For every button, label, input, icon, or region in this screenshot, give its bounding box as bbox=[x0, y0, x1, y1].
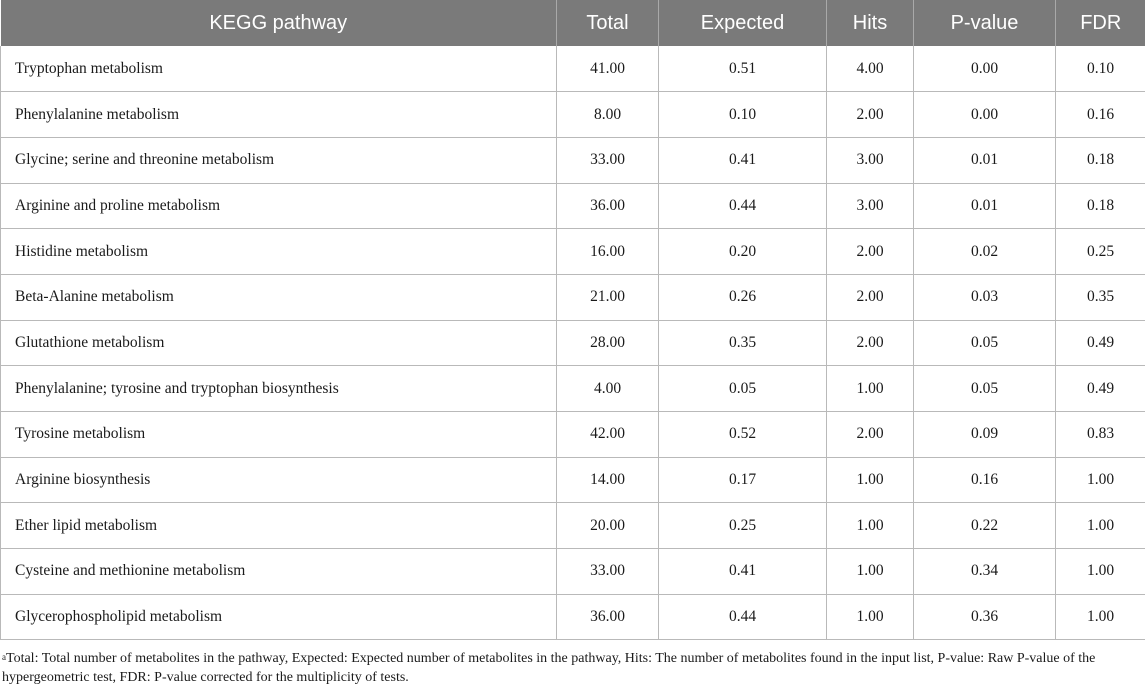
table-row bbox=[1, 457, 1145, 503]
p-value-cell: 0.02 bbox=[914, 229, 1056, 275]
expected-cell: 0.05 bbox=[659, 366, 827, 412]
pathway-cell: Arginine and proline metabolism bbox=[1, 183, 557, 229]
total-cell: 28.00 bbox=[557, 320, 659, 366]
table-row bbox=[1, 594, 1145, 640]
hits-cell: 1.00 bbox=[827, 503, 914, 549]
header-kegg-pathway: KEGG pathway bbox=[1, 0, 557, 46]
footnote-marker: a bbox=[2, 652, 6, 662]
p-value-cell: 0.01 bbox=[914, 183, 1056, 229]
table-row bbox=[1, 92, 1145, 138]
fdr-cell: 0.49 bbox=[1056, 320, 1145, 366]
p-value-cell: 0.34 bbox=[914, 549, 1056, 595]
expected-cell: 0.10 bbox=[659, 92, 827, 138]
pathway-cell: Glycine; serine and threonine metabolism bbox=[1, 137, 557, 183]
total-cell: 36.00 bbox=[557, 594, 659, 640]
p-value-cell: 0.00 bbox=[914, 46, 1056, 92]
pathway-cell: Glutathione metabolism bbox=[1, 320, 557, 366]
table-row bbox=[1, 137, 1145, 183]
table-row bbox=[1, 412, 1145, 458]
header-hits: Hits bbox=[827, 0, 914, 46]
pathway-cell: Ether lipid metabolism bbox=[1, 503, 557, 549]
fdr-cell: 0.25 bbox=[1056, 229, 1145, 275]
pathway-cell: Cysteine and methionine metabolism bbox=[1, 549, 557, 595]
expected-cell: 0.51 bbox=[659, 46, 827, 92]
table-row bbox=[1, 320, 1145, 366]
total-cell: 41.00 bbox=[557, 46, 659, 92]
expected-cell: 0.44 bbox=[659, 594, 827, 640]
pathway-cell: Beta-Alanine metabolism bbox=[1, 274, 557, 320]
hits-cell: 2.00 bbox=[827, 92, 914, 138]
p-value-cell: 0.03 bbox=[914, 274, 1056, 320]
p-value-cell: 0.01 bbox=[914, 137, 1056, 183]
total-cell: 4.00 bbox=[557, 366, 659, 412]
fdr-cell: 0.35 bbox=[1056, 274, 1145, 320]
fdr-cell: 0.18 bbox=[1056, 183, 1145, 229]
total-cell: 33.00 bbox=[557, 549, 659, 595]
fdr-cell: 0.18 bbox=[1056, 137, 1145, 183]
total-cell: 33.00 bbox=[557, 137, 659, 183]
pathway-cell: Tyrosine metabolism bbox=[1, 412, 557, 458]
p-value-cell: 0.22 bbox=[914, 503, 1056, 549]
expected-cell: 0.41 bbox=[659, 549, 827, 595]
expected-cell: 0.26 bbox=[659, 274, 827, 320]
hits-cell: 4.00 bbox=[827, 46, 914, 92]
total-cell: 8.00 bbox=[557, 92, 659, 138]
expected-cell: 0.20 bbox=[659, 229, 827, 275]
fdr-cell: 1.00 bbox=[1056, 594, 1145, 640]
total-cell: 20.00 bbox=[557, 503, 659, 549]
table-row bbox=[1, 46, 1145, 92]
expected-cell: 0.25 bbox=[659, 503, 827, 549]
footnote-text: Total: Total number of metabolites in the pathway, Expected: Expected number of metabolites in the pathway, Hits: The number of metabolites found in the input list, P-value: Raw P-value of the hypergeometric test, FDR: P-value corrected for the multiplicity of tests. bbox=[2, 651, 1096, 685]
hits-cell: 2.00 bbox=[827, 274, 914, 320]
total-cell: 36.00 bbox=[557, 183, 659, 229]
hits-cell: 3.00 bbox=[827, 137, 914, 183]
header-p-value: P-value bbox=[914, 0, 1056, 46]
total-cell: 16.00 bbox=[557, 229, 659, 275]
hits-cell: 2.00 bbox=[827, 412, 914, 458]
hits-cell: 3.00 bbox=[827, 183, 914, 229]
hits-cell: 1.00 bbox=[827, 366, 914, 412]
total-cell: 21.00 bbox=[557, 274, 659, 320]
hits-cell: 1.00 bbox=[827, 549, 914, 595]
table-row bbox=[1, 503, 1145, 549]
fdr-cell: 0.49 bbox=[1056, 366, 1145, 412]
table-row bbox=[1, 549, 1145, 595]
expected-cell: 0.41 bbox=[659, 137, 827, 183]
expected-cell: 0.17 bbox=[659, 457, 827, 503]
pathway-cell: Histidine metabolism bbox=[1, 229, 557, 275]
fdr-cell: 0.83 bbox=[1056, 412, 1145, 458]
pathway-cell: Phenylalanine metabolism bbox=[1, 92, 557, 138]
table-row bbox=[1, 274, 1145, 320]
fdr-cell: 1.00 bbox=[1056, 549, 1145, 595]
hits-cell: 1.00 bbox=[827, 594, 914, 640]
fdr-cell: 0.10 bbox=[1056, 46, 1145, 92]
pathway-cell: Phenylalanine; tyrosine and tryptophan biosynthesis bbox=[1, 366, 557, 412]
table-row bbox=[1, 366, 1145, 412]
hits-cell: 2.00 bbox=[827, 320, 914, 366]
hits-cell: 1.00 bbox=[827, 457, 914, 503]
table-row bbox=[1, 183, 1145, 229]
pathway-cell: Arginine biosynthesis bbox=[1, 457, 557, 503]
fdr-cell: 0.16 bbox=[1056, 92, 1145, 138]
p-value-cell: 0.00 bbox=[914, 92, 1056, 138]
p-value-cell: 0.36 bbox=[914, 594, 1056, 640]
p-value-cell: 0.05 bbox=[914, 320, 1056, 366]
total-cell: 14.00 bbox=[557, 457, 659, 503]
pathway-cell: Tryptophan metabolism bbox=[1, 46, 557, 92]
p-value-cell: 0.09 bbox=[914, 412, 1056, 458]
table-footnote bbox=[2, 649, 1142, 687]
fdr-cell: 1.00 bbox=[1056, 457, 1145, 503]
table-row bbox=[1, 229, 1145, 275]
p-value-cell: 0.05 bbox=[914, 366, 1056, 412]
pathway-cell: Glycerophospholipid metabolism bbox=[1, 594, 557, 640]
header-total: Total bbox=[557, 0, 659, 46]
header-expected: Expected bbox=[659, 0, 827, 46]
total-cell: 42.00 bbox=[557, 412, 659, 458]
table-header-row bbox=[1, 0, 1145, 46]
p-value-cell: 0.16 bbox=[914, 457, 1056, 503]
expected-cell: 0.44 bbox=[659, 183, 827, 229]
header-fdr: FDR bbox=[1056, 0, 1145, 46]
expected-cell: 0.35 bbox=[659, 320, 827, 366]
hits-cell: 2.00 bbox=[827, 229, 914, 275]
fdr-cell: 1.00 bbox=[1056, 503, 1145, 549]
expected-cell: 0.52 bbox=[659, 412, 827, 458]
